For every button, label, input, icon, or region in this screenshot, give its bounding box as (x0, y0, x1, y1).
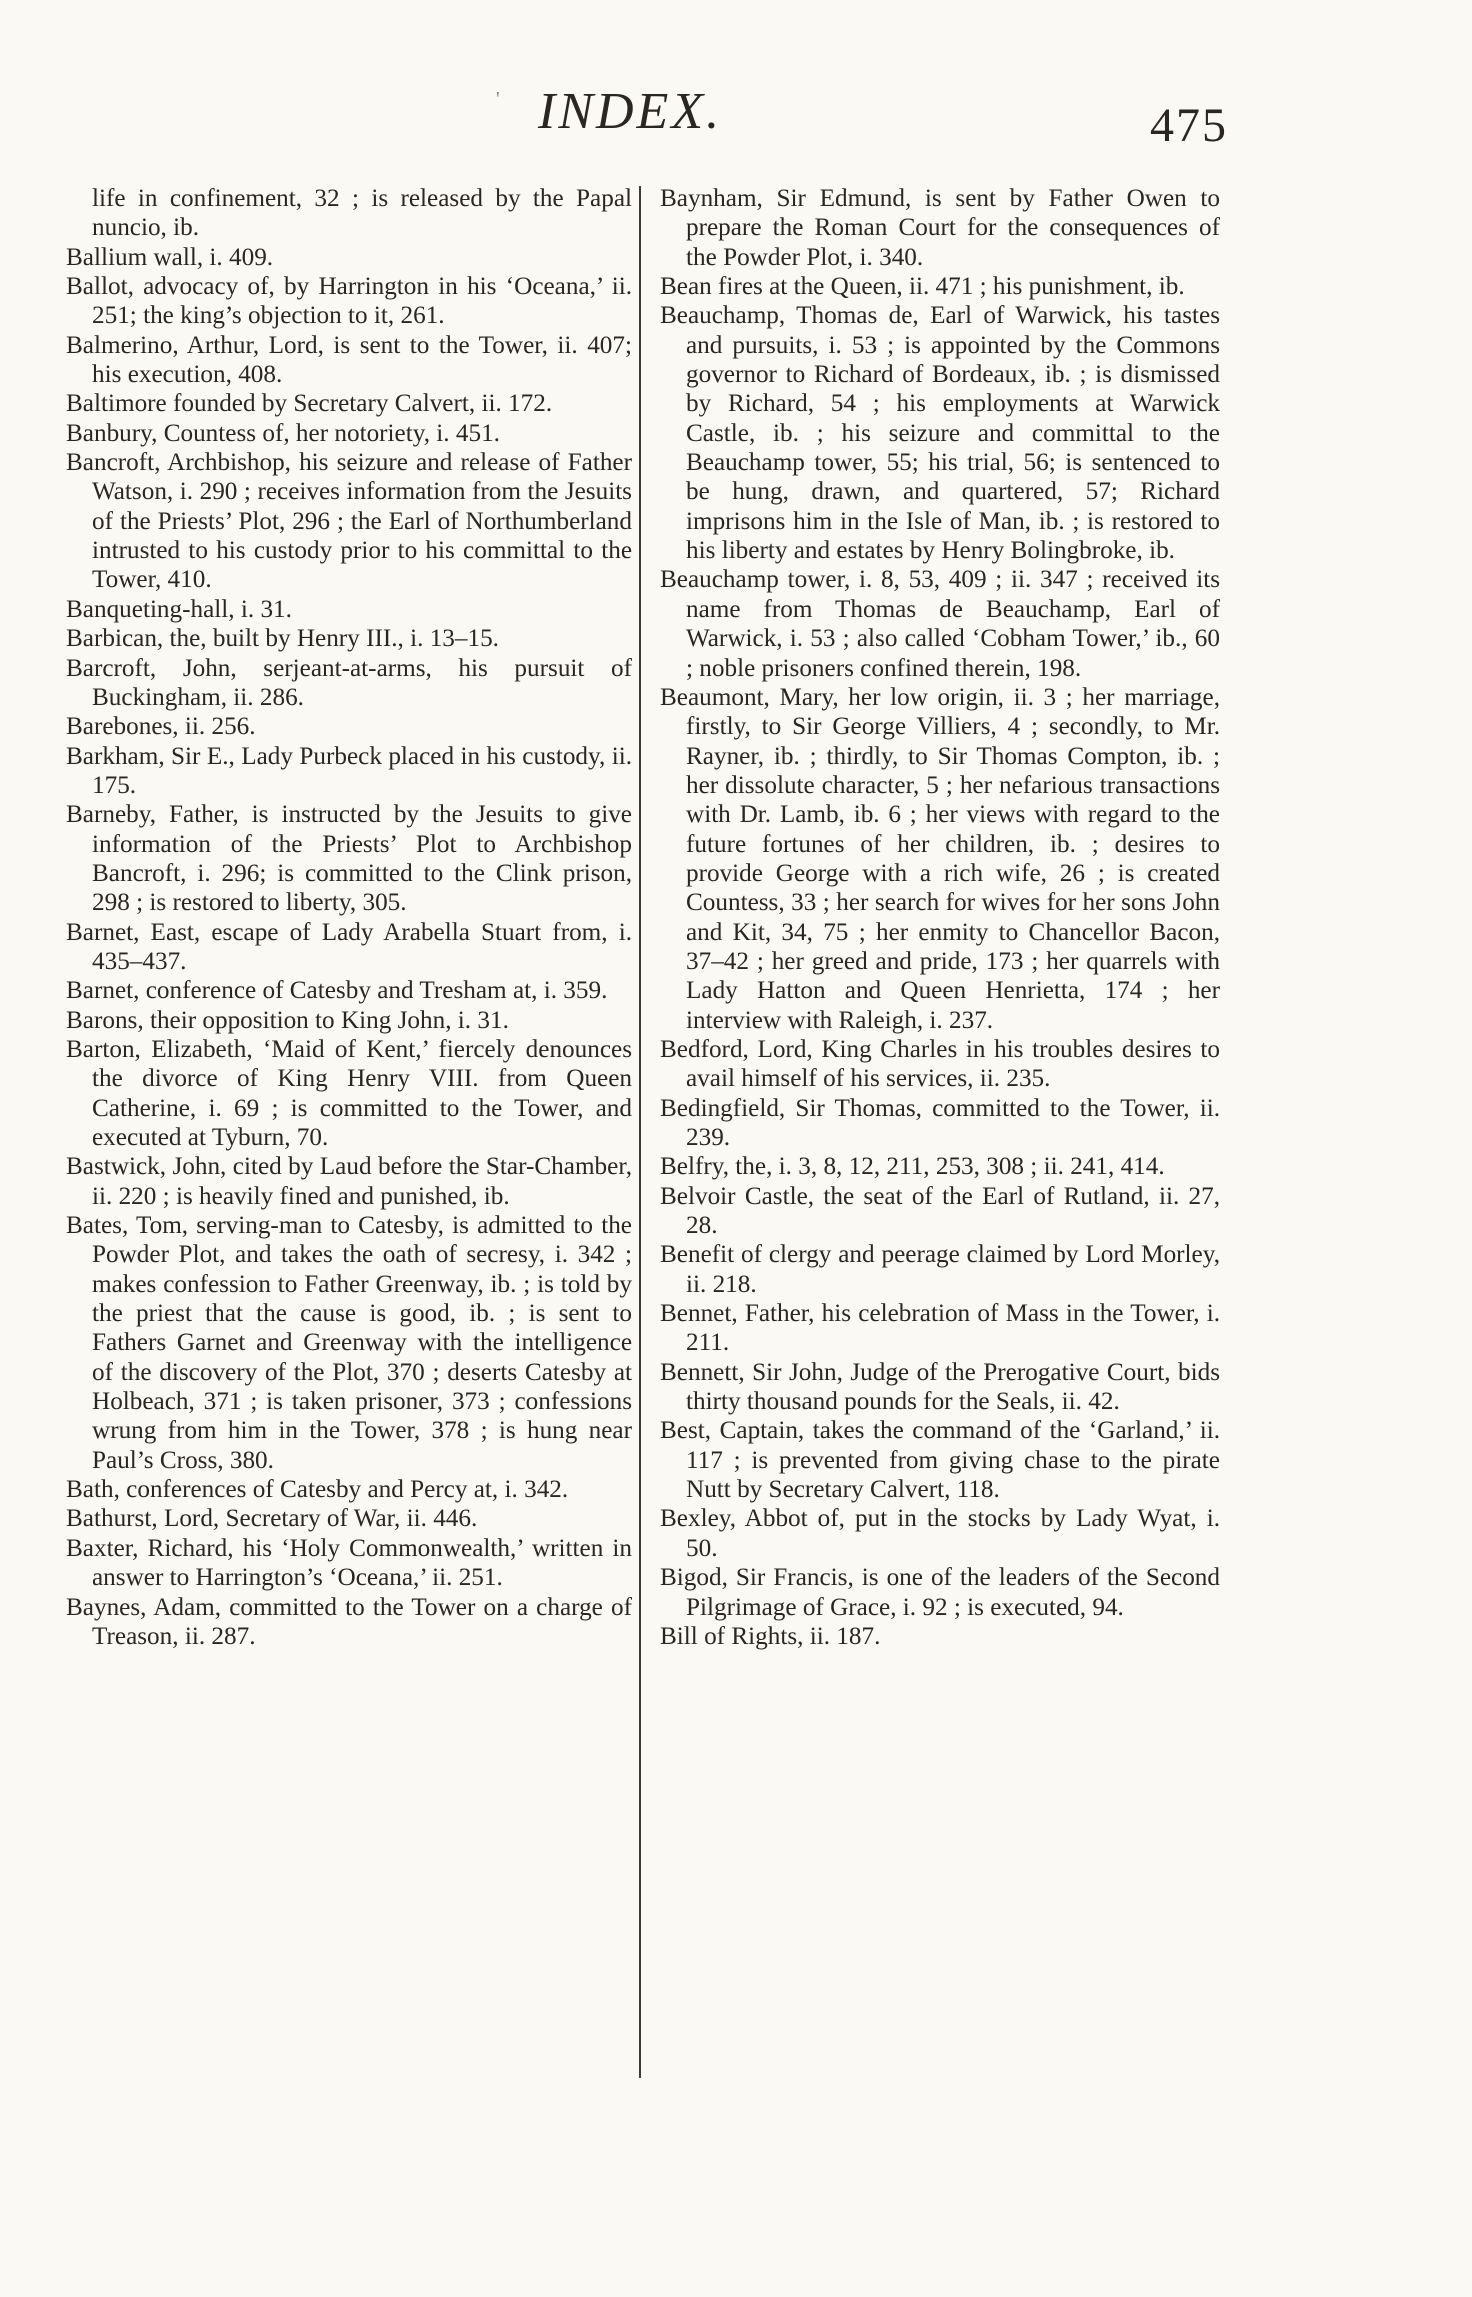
index-entry: Bennett, Sir John, Judge of the Prerogative Court, bids thirty thousand pounds for the Seals, ii. 42. (660, 1358, 1220, 1416)
index-entry: Bigod, Sir Francis, is one of the leaders of the Second Pilgrimage of Grace, i. 92 ; is executed, 94. (660, 1564, 1220, 1621)
index-entry: Bastwick, John, cited by Laud before the Star-Chamber, ii. 220 ; is heavily fined and punished, ib. (66, 1153, 632, 1210)
index-entry: Barnet, East, escape of Lady Arabella Stuart from, i. 435–437. (66, 918, 632, 975)
index-entry: Bathurst, Lord, Secretary of War, ii. 446. (66, 1505, 478, 1533)
index-entry: Ballot, advocacy of, by Harrington in his ‘Oceana,’ ii. 251; the king’s objection to it, 261. (66, 273, 632, 330)
index-entry: Bath, conferences of Catesby and Percy at, i. 342. (66, 1476, 569, 1504)
index-entry: Best, Captain, takes the command of the ‘Garland,’ ii. 117 ; is prevented from giving chase to the pirate Nutt by Secretary Calvert, 118. (660, 1417, 1220, 1504)
index-entry: Barkham, Sir E., Lady Purbeck placed in his custody, ii. 175. (66, 742, 632, 799)
index-entry: Bennet, Father, his celebration of Mass in the Tower, i. 211. (660, 1300, 1220, 1357)
index-entry: Barnet, conference of Catesby and Tresham at, i. 359. (66, 977, 608, 1005)
index-entry: Beauchamp, Thomas de, Earl of Warwick, his tastes and pursuits, i. 53 ; is appointed by the Commons governor to Richard of Bordeaux, ib. ; is dismissed by Richard, 54 ; his employments at Warwick Castle, ib. ; his seizure and committal to the Beauchamp tower, 55; his trial, 56; is sentenced to be hung, drawn, and quartered, 57; Richard imprisons him in the Isle of Man, ib. ; is restored to his liberty and estates by Henry Bolingbroke, ib. (660, 302, 1220, 565)
printer-mark: ' (496, 88, 500, 110)
index-entry: Bedingfield, Sir Thomas, committed to the Tower, ii. 239. (660, 1094, 1220, 1151)
index-entry: Banbury, Countess of, her notoriety, i. 451. (66, 419, 500, 447)
index-entry: Belvoir Castle, the seat of the Earl of Rutland, ii. 27, 28. (660, 1182, 1220, 1240)
index-entry: Bancroft, Archbishop, his seizure and release of Father Watson, i. 290 ; receives information from the Jesuits of the Priests’ Plot, 296 ; the Earl of Northumberland intrusted to his custody prior to his committal to the Tower, 410. (66, 449, 632, 594)
column-divider (639, 186, 641, 2078)
index-entry: Bedford, Lord, King Charles in his troubles desires to avail himself of his services, ii. 235. (660, 1035, 1220, 1093)
index-entry: Belfry, the, i. 3, 8, 12, 211, 253, 308 ; ii. 241, 414. (660, 1153, 1165, 1181)
index-entry: Ballium wall, i. 409. (66, 243, 274, 271)
index-entry: life in confinement, 32 ; is released by the Papal nuncio, ib. (92, 185, 632, 242)
index-entry: Baxter, Richard, his ‘Holy Commonwealth,’ written in answer to Harrington’s ‘Oceana,’ ii. 251. (66, 1534, 632, 1592)
index-entry: Bexley, Abbot of, put in the stocks by Lady Wyat, i. 50. (660, 1505, 1220, 1562)
index-entry: Barcroft, John, serjeant-at-arms, his pursuit of Buckingham, ii. 286. (66, 654, 632, 711)
page-title: INDEX. (538, 83, 723, 140)
index-entry: Balmerino, Arthur, Lord, is sent to the Tower, ii. 407; his execution, 408. (66, 331, 632, 389)
index-entry: Barneby, Father, is instructed by the Jesuits to give information of the Priests’ Plot to Archbishop Bancroft, i. 296; is committed to the Clink prison, 298 ; is restored to liberty, 305. (66, 801, 632, 917)
index-entry: Baynham, Sir Edmund, is sent by Father Owen to prepare the Roman Court for the consequences of the Powder Plot, i. 340. (660, 185, 1220, 271)
index-entry: Baynes, Adam, committed to the Tower on a charge of Treason, ii. 287. (66, 1593, 632, 1650)
index-column-left (66, 184, 632, 1651)
index-entry: Barons, their opposition to King John, i. 31. (66, 1006, 509, 1034)
index-entry: Beauchamp tower, i. 8, 53, 409 ; ii. 347 ; received its name from Thomas de Beauchamp, Earl of Warwick, i. 53 ; also called ‘Cobham Tower,’ ib., 60 ; noble prisoners confined therein, 198. (660, 566, 1220, 682)
index-entry: Bean fires at the Queen, ii. 471 ; his punishment, ib. (660, 273, 1185, 301)
index-entry: Beaumont, Mary, her low origin, ii. 3 ; her marriage, firstly, to Sir George Villiers, 4 ; secondly, to Mr. Rayner, ib. ; thirdly, to Sir Thomas Compton, ib. ; her dissolute character, 5 ; her nefarious transactions with Dr. Lamb, ib. 6 ; her views with regard to the future fortunes of her children, ib. ; desires to provide George with a rich wife, 26 ; is created Countess, 33 ; her search for wives for her sons John and Kit, 34, 75 ; her enmity to Chancellor Bacon, 37–42 ; her greed and pride, 173 ; her quarrels with Lady Hatton and Queen Henrietta, 174 ; her interview with Raleigh, i. 237. (660, 683, 1220, 1034)
index-entry: Bates, Tom, serving-man to Catesby, is admitted to the Powder Plot, and takes the oath of secresy, i. 342 ; makes confession to Father Greenway, ib. ; is told by the priest that the cause is good, ib. ; is sent to Fathers Garnet and Greenway with the intelligence of the discovery of the Plot, 370 ; deserts Catesby at Holbeach, 371 ; is taken prisoner, 373 ; confessions wrung from him in the Tower, 378 ; is hung near Paul’s Cross, 380. (66, 1212, 632, 1474)
index-entry: Baltimore founded by Secretary Calvert, ii. 172. (66, 390, 553, 418)
index-entry: Barbican, the, built by Henry III., i. 13–15. (66, 625, 499, 653)
index-entry: Barton, Elizabeth, ‘Maid of Kent,’ fiercely denounces the divorce of King Henry VIII. from Queen Catherine, i. 69 ; is committed to the Tower, and executed at Tyburn, 70. (66, 1035, 632, 1151)
index-column-right (660, 184, 1220, 1651)
index-entry: Banqueting-hall, i. 31. (66, 595, 292, 623)
index-entry: Benefit of clergy and peerage claimed by Lord Morley, ii. 218. (660, 1241, 1220, 1298)
index-entry: Bill of Rights, ii. 187. (660, 1622, 881, 1650)
index-entry: Barebones, ii. 256. (66, 713, 256, 741)
page-number: 475 (1150, 99, 1228, 152)
